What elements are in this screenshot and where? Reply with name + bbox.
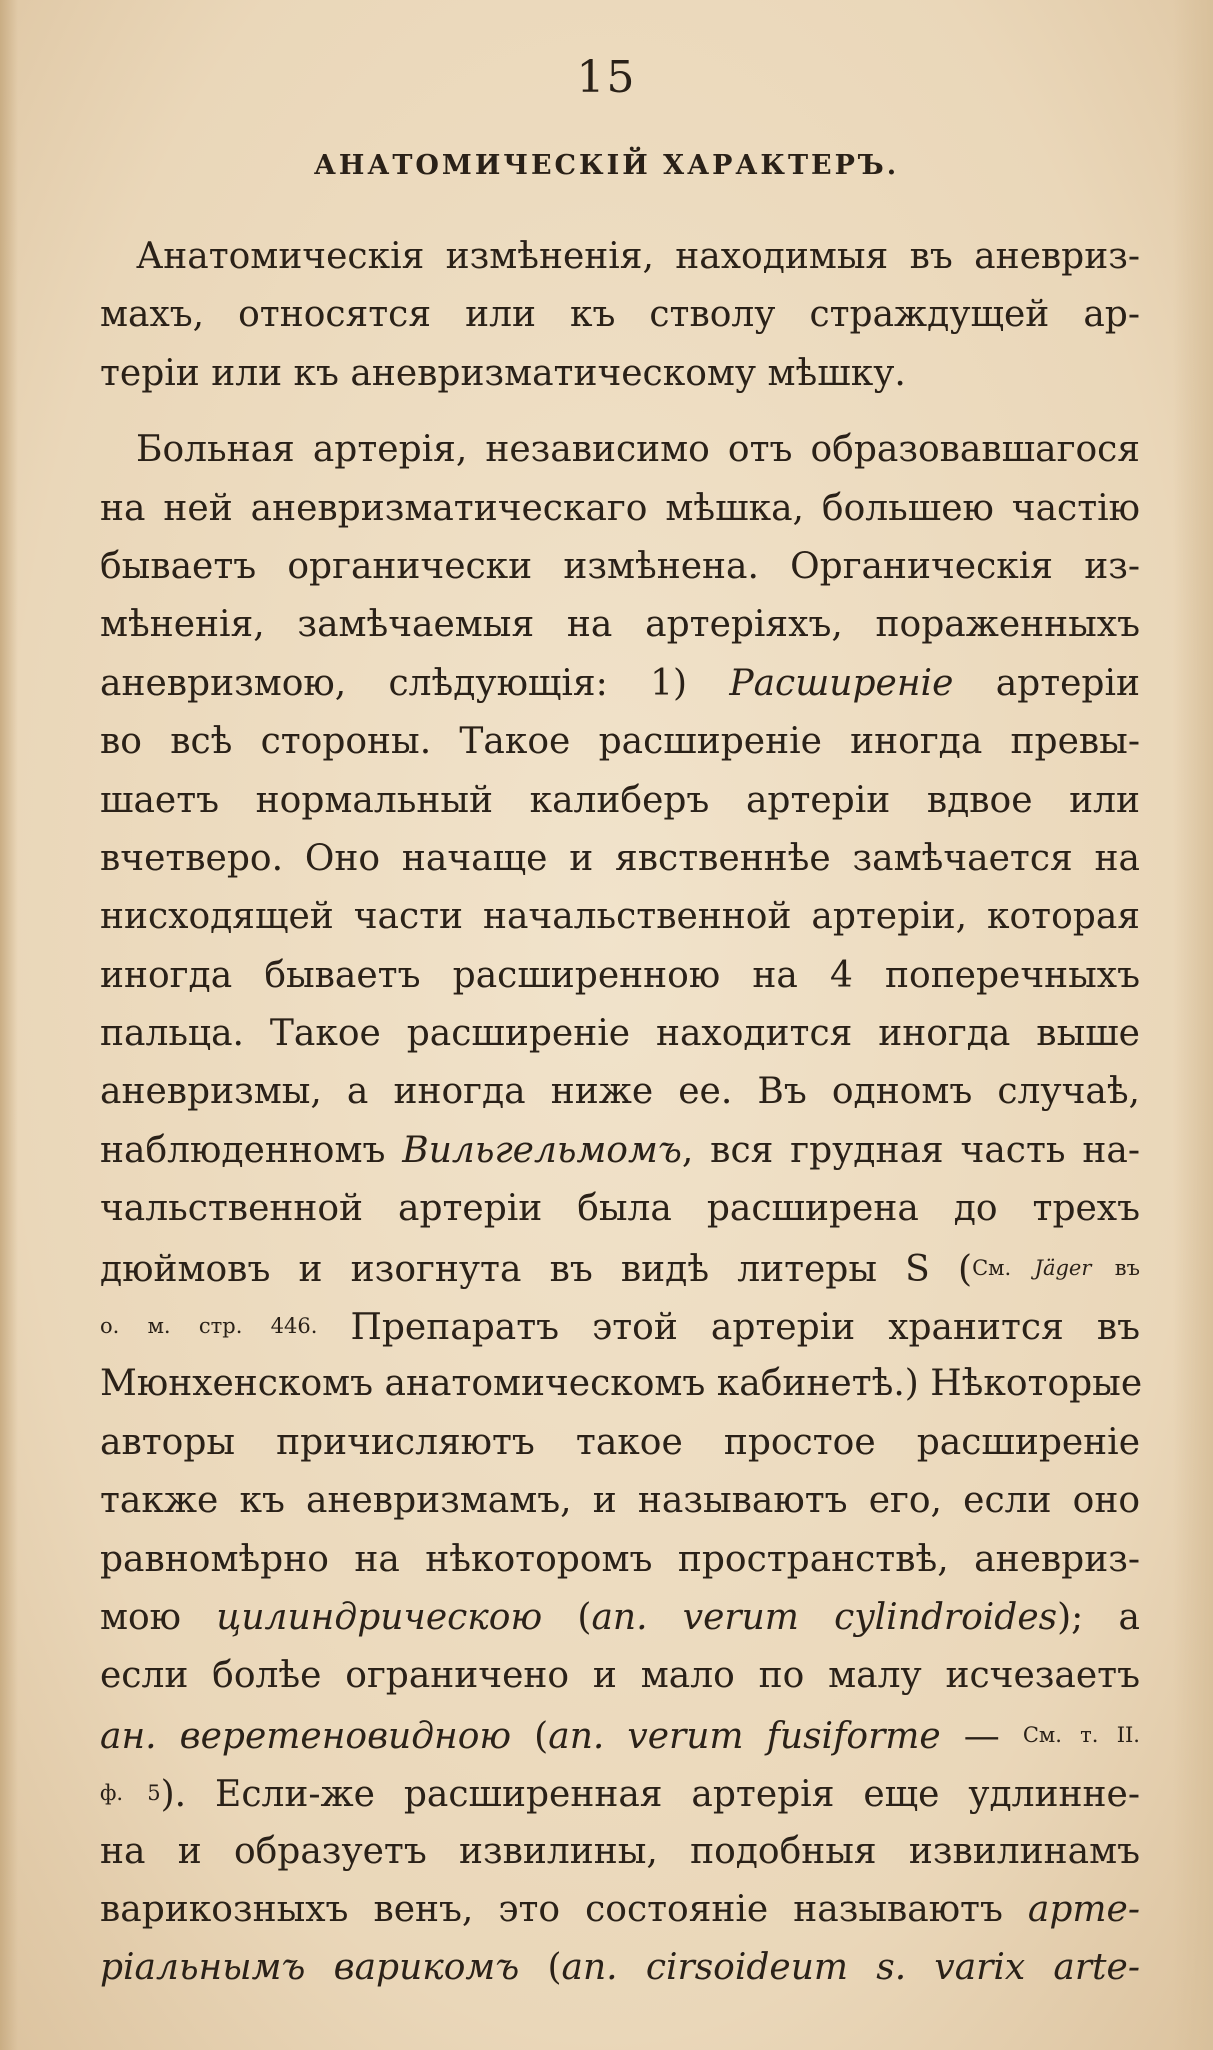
text-segment: ф. 5 (100, 1781, 161, 1806)
text-segment: an. cirsoideum s. varix arte- (561, 1947, 1140, 1989)
text-segment: ). Если-же расширенная артерія еще удлинне- (160, 1774, 1140, 1816)
text-segment: Jäger (1034, 1255, 1092, 1280)
text-segment: ( (511, 1715, 549, 1757)
text-line (100, 888, 1140, 946)
text-segment: на и образуетъ извилины, подобныя извилинамъ (100, 1830, 1140, 1872)
text-segment: ( (519, 1947, 562, 1989)
text-line (100, 421, 1140, 479)
text-segment: арте- (1027, 1888, 1140, 1930)
text-line (100, 1764, 1140, 1822)
text-line (100, 1355, 1143, 1413)
text-line (100, 1881, 1140, 1939)
text-segment: пальца. Такое расширеніе находится иногда выше (100, 1013, 1140, 1055)
text-line (100, 1005, 1140, 1063)
text-line (100, 1122, 1140, 1180)
text-segment: въ (1091, 1255, 1140, 1280)
text-line (100, 947, 1140, 1005)
text-line (100, 480, 1140, 538)
text-line (100, 1647, 1140, 1705)
text-line (100, 345, 1140, 403)
text-segment: артеріи (953, 662, 1140, 704)
page-edge-left (0, 0, 18, 2050)
text-line (100, 772, 1140, 830)
text-line (100, 713, 1140, 771)
text-segment: ); а (1057, 1596, 1140, 1638)
text-segment: , вся грудная часть на- (681, 1129, 1140, 1171)
text-segment: авторы причисляютъ такое простое расширеніе (100, 1421, 1140, 1463)
text-line (100, 1589, 1140, 1647)
page-number: 15 (576, 52, 637, 103)
text-segment: шаетъ нормальный калиберъ артеріи вдвое или (100, 779, 1140, 821)
text-line (100, 655, 1140, 713)
text-line (100, 1472, 1140, 1530)
text-segment: Препаратъ этой артеріи хранится въ (317, 1307, 1140, 1349)
text-segment: теріи или къ аневризматическому мѣшку. (100, 352, 906, 394)
text-segment: равномѣрно на нѣкоторомъ пространствѣ, аневриз- (100, 1538, 1140, 1580)
text-segment: ріальнымъ варикомъ (100, 1947, 520, 1989)
text-segment: мѣненія, замѣчаемыя на артеріяхъ, пораженныхъ (100, 604, 1140, 646)
text-segment: чальственной артеріи была расширена до трехъ (100, 1188, 1140, 1230)
body-text (100, 228, 1143, 1998)
text-line (100, 1180, 1140, 1238)
text-segment: Расширеніе (729, 662, 954, 704)
text-segment: махъ, относятся или къ стволу страждущей ар- (100, 294, 1140, 336)
text-line (100, 596, 1140, 654)
text-line (100, 1531, 1140, 1589)
text-segment: ан. веретеновидною (100, 1715, 512, 1757)
text-segment: аневризмою, слѣдующія: 1) (100, 662, 730, 704)
text-line (100, 1706, 1140, 1764)
text-segment: если болѣе ограничено и мало по малу исчезаетъ (100, 1655, 1140, 1697)
text-segment: мою (100, 1596, 217, 1638)
text-segment: an. verum fusiforme (548, 1715, 941, 1757)
text-segment: бываетъ органически измѣнена. Органическія из- (100, 545, 1140, 587)
text-segment: цилиндрическою (216, 1596, 543, 1638)
text-segment: нисходящей части начальственной артеріи, которая (100, 896, 1140, 938)
text-segment: дюймовъ и изогнута въ видѣ литеры S ( (100, 1248, 973, 1290)
section-heading: АНАТОМИЧЕСКІЙ ХАРАКТЕРЪ. (313, 150, 900, 181)
page-edge-right (1173, 0, 1213, 2050)
text-line (100, 830, 1140, 888)
text-segment: an. verum cylindroides (591, 1596, 1058, 1638)
text-segment: Вильгельмомъ (402, 1129, 682, 1171)
text-segment: аневризмы, а иногда ниже ее. Въ одномъ случаѣ, (100, 1071, 1140, 1113)
text-line (100, 1239, 1140, 1297)
text-segment: наблюденномъ (100, 1129, 403, 1171)
text-segment: Анатомическія измѣненія, находимыя въ аневриз- (136, 236, 1140, 277)
text-line (100, 1939, 1140, 1997)
text-segment: — (940, 1715, 1023, 1757)
text-segment: также къ аневризмамъ, и называютъ его, если оно (100, 1480, 1140, 1522)
text-line (100, 228, 1140, 286)
text-line (100, 286, 1140, 344)
text-line (100, 1823, 1140, 1881)
text-segment: ( (542, 1596, 592, 1638)
text-line (100, 1414, 1140, 1472)
text-segment: во всѣ стороны. Такое расширеніе иногда превы- (100, 721, 1140, 763)
text-segment: Мюнхенскомъ анатомическомъ кабинетѣ.) Нѣкоторые (100, 1363, 1143, 1405)
text-segment: на ней аневризматическаго мѣшка, большею частію (100, 487, 1140, 529)
text-segment: Больная артерія, независимо отъ образовавшагося (136, 429, 1140, 471)
text-line (100, 538, 1140, 596)
text-line (100, 1063, 1140, 1121)
text-segment: о. м. стр. 446. (100, 1314, 318, 1339)
text-segment: вчетверо. Оно начаще и явственнѣе замѣчается на (100, 837, 1140, 879)
text-segment: См. (972, 1255, 1035, 1280)
text-segment: варикозныхъ венъ, это состояніе называютъ (100, 1888, 1028, 1930)
text-segment: См. т. II. (1022, 1722, 1140, 1747)
text-segment: иногда бываетъ расширенною на 4 поперечныхъ (100, 954, 1140, 996)
text-line (100, 1297, 1140, 1355)
